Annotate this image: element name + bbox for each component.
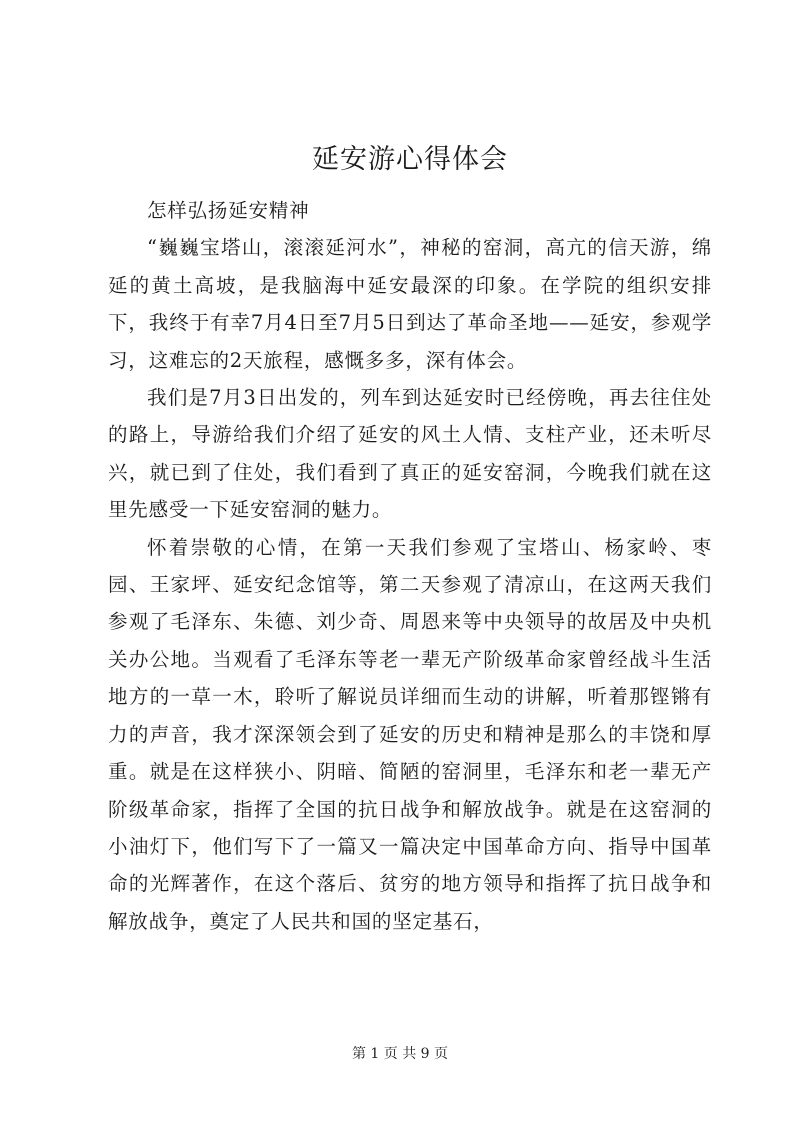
paragraph-3: 怀着崇敬的心情，在第一天我们参观了宝塔山、杨家岭、枣园、王家坪、延安纪念馆等，第二天参观了清凉山，在这两天我们参观了毛泽东、朱德、刘少奇、周恩来等中央领导的故居及中央机关办公地。当观看了毛泽东等老一辈无产阶级革命家曾经战斗生活地方的一草一木，聆听了解说员详细而生动的讲解，听着那铿锵有力的声音，我才深深领会到了延安的历史和精神是那么的丰饶和厚重。就是在这样狭小、阴暗、简陋的窑洞里，毛泽东和老一辈无产阶级革命家，指挥了全国的抗日战争和解放战争。就是在这窑洞的小油灯下，他们写下了一篇又一篇决定中国革命方向、指导中国革命的光辉著作，在这个落后、贫穷的地方领导和指挥了抗日战争和解放战争，奠定了人民共和国的坚定基石， <box>108 535 712 933</box>
paragraph-2: 我们是7月3日出发的，列车到达延安时已经傍晚，再去往住处的路上，导游给我们介绍了延安的风土人情、支柱产业，还未听尽兴，就已到了住处，我们看到了真正的延安窑洞，今晚我们就在这里先感受一下延安窑洞的魅力。 <box>108 386 712 522</box>
document-title: 延安游心得体会 <box>312 144 508 175</box>
document-subtitle: 怎样弘扬延安精神 <box>147 199 310 222</box>
document-body <box>108 192 712 940</box>
document-page <box>108 0 712 1131</box>
page-footer: 第 1 页 共 9 页 <box>351 1046 449 1062</box>
paragraph-1: “巍巍宝塔山，滚滚延河水”，神秘的窑洞，高亢的信天游，绵延的黄土高坡，是我脑海中延安最深的印象。在学院的组织安排下，我终于有幸7月4日至7月5日到达了革命圣地——延安，参观学习，这难忘的2天旅程，感慨多多，深有体会。 <box>108 236 712 372</box>
